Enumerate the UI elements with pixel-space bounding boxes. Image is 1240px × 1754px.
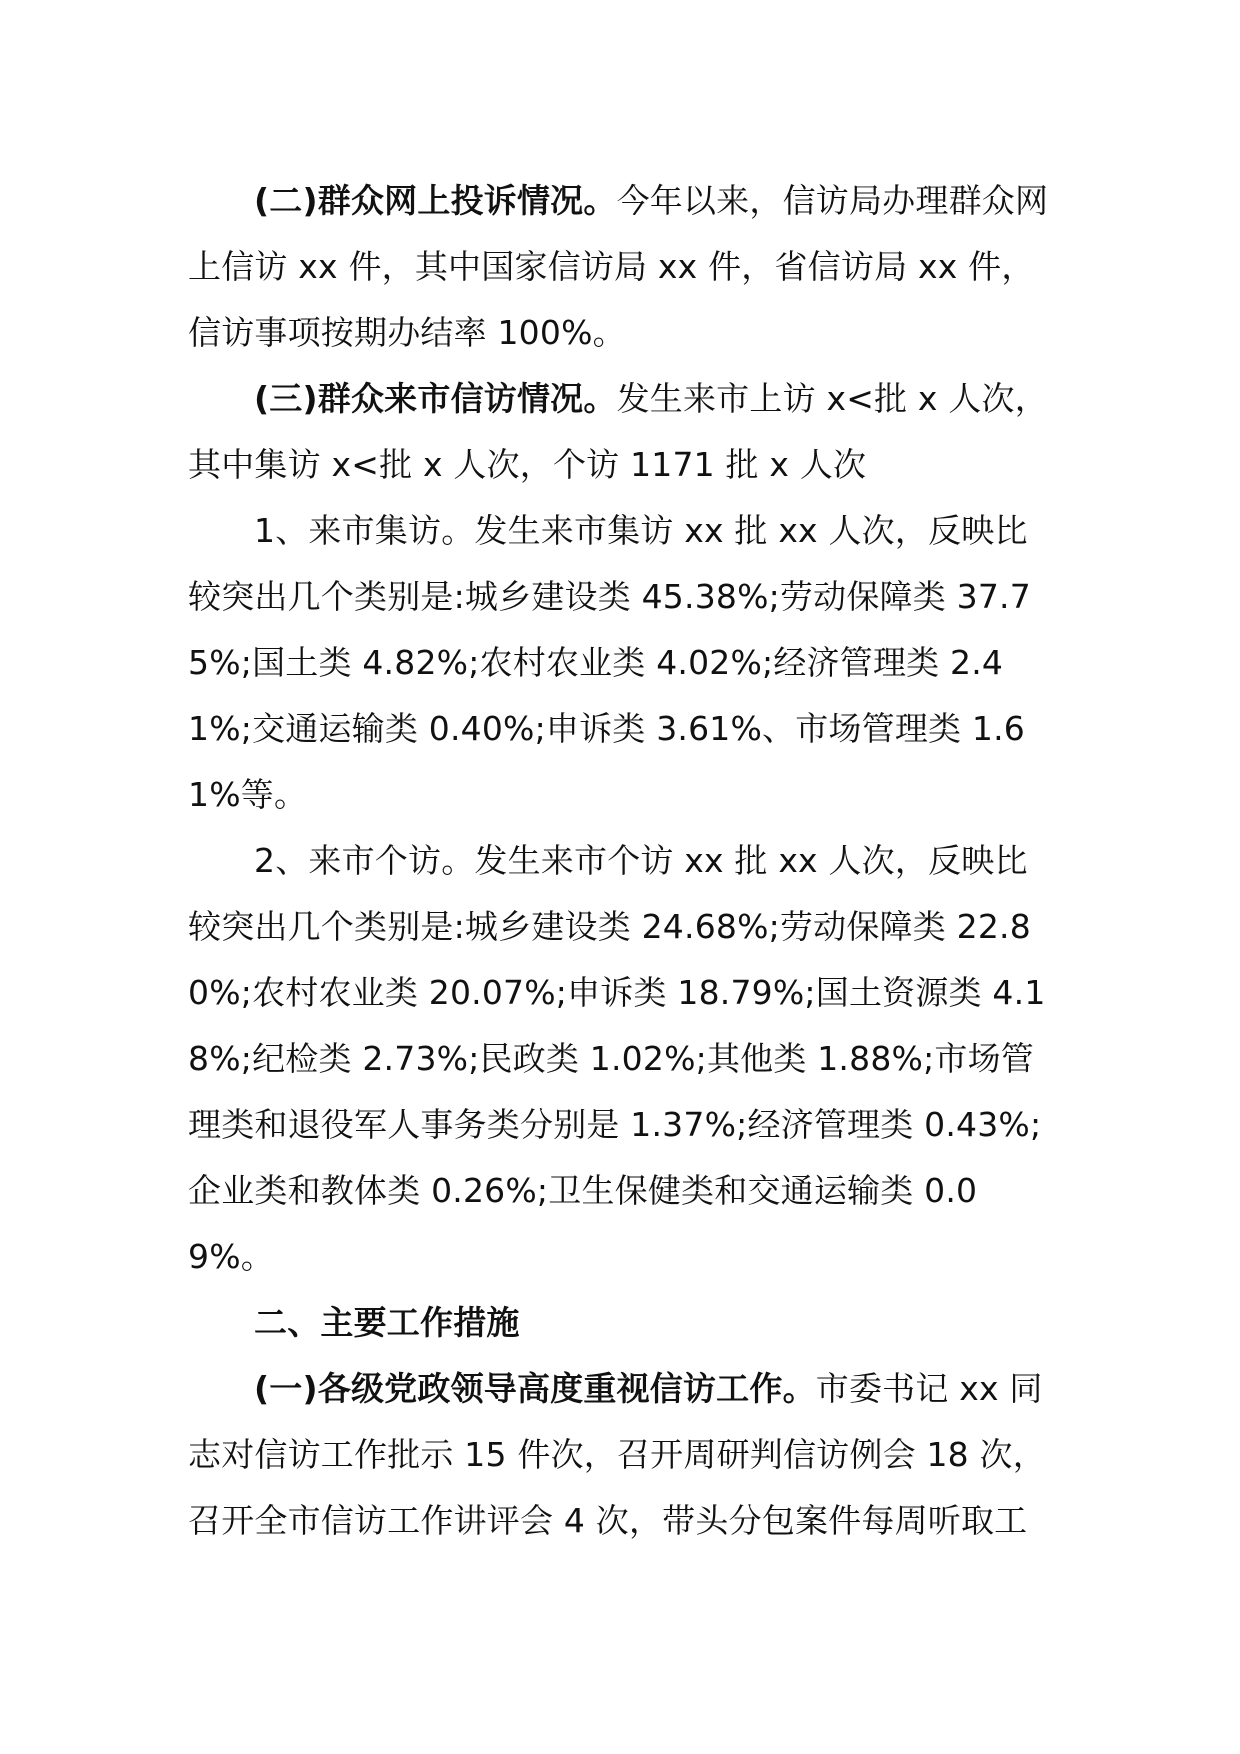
paragraph-individual-visits (188, 828, 1056, 1290)
paragraph-text-leadership-attention: 市委书记 xx 同志对信访工作批示 15 件次，召开周研判信访例会 18 次，召开全市信访工作讲评会 4 次，带头分包案件每周听取工 (188, 1369, 1046, 1540)
paragraph-text-online-complaints: 今年以来，信访局办理群众网上信访 xx 件，其中国家信访局 xx 件，省信访局 xx 件，信访事项按期办结率 100%。 (188, 181, 1049, 352)
section-heading-main-measures (188, 1290, 1056, 1356)
section-heading-text: 二、主要工作措施 (254, 1303, 520, 1342)
document-body (188, 168, 1056, 1554)
paragraph-text-individual-visits: 2、来市个访。发生来市个访 xx 批 xx 人次，反映比较突出几个类别是:城乡建设类 24.68%;劳动保障类 22.80%;农村农业类 20.07%;申诉类 18.79%;国土资源类 4.18%;纪检类 2.73%;民政类 1.02%;其他类 1.88%;市场管理类和退役军人事务类分别是 1.37%;经济管理类 0.43%;企业类和教体类 0.26%;卫生保健类和交通运输类 0.09%。 (188, 841, 1046, 1276)
paragraph-group-visits (188, 498, 1056, 828)
paragraph-online-complaints (188, 168, 1056, 366)
section-lead-city-visits: (三)群众来市信访情况。 (254, 379, 617, 418)
section-lead-online-complaints: (二)群众网上投诉情况。 (254, 181, 617, 220)
paragraph-text-group-visits: 1、来市集访。发生来市集访 xx 批 xx 人次，反映比较突出几个类别是:城乡建设类 45.38%;劳动保障类 37.75%;国土类 4.82%;农村农业类 4.02%;经济管理类 2.41%;交通运输类 0.40%;申诉类 3.61%、市场管理类 1.61%等。 (188, 511, 1031, 814)
paragraph-text-city-visits: 发生来市上访 x<批 x 人次，其中集访 x<批 x 人次，个访 1171 批 x 人次 (188, 379, 1048, 484)
paragraph-leadership-attention (188, 1356, 1056, 1554)
paragraph-city-visits (188, 366, 1056, 498)
section-lead-leadership-attention: (一)各级党政领导高度重视信访工作。 (254, 1369, 816, 1408)
